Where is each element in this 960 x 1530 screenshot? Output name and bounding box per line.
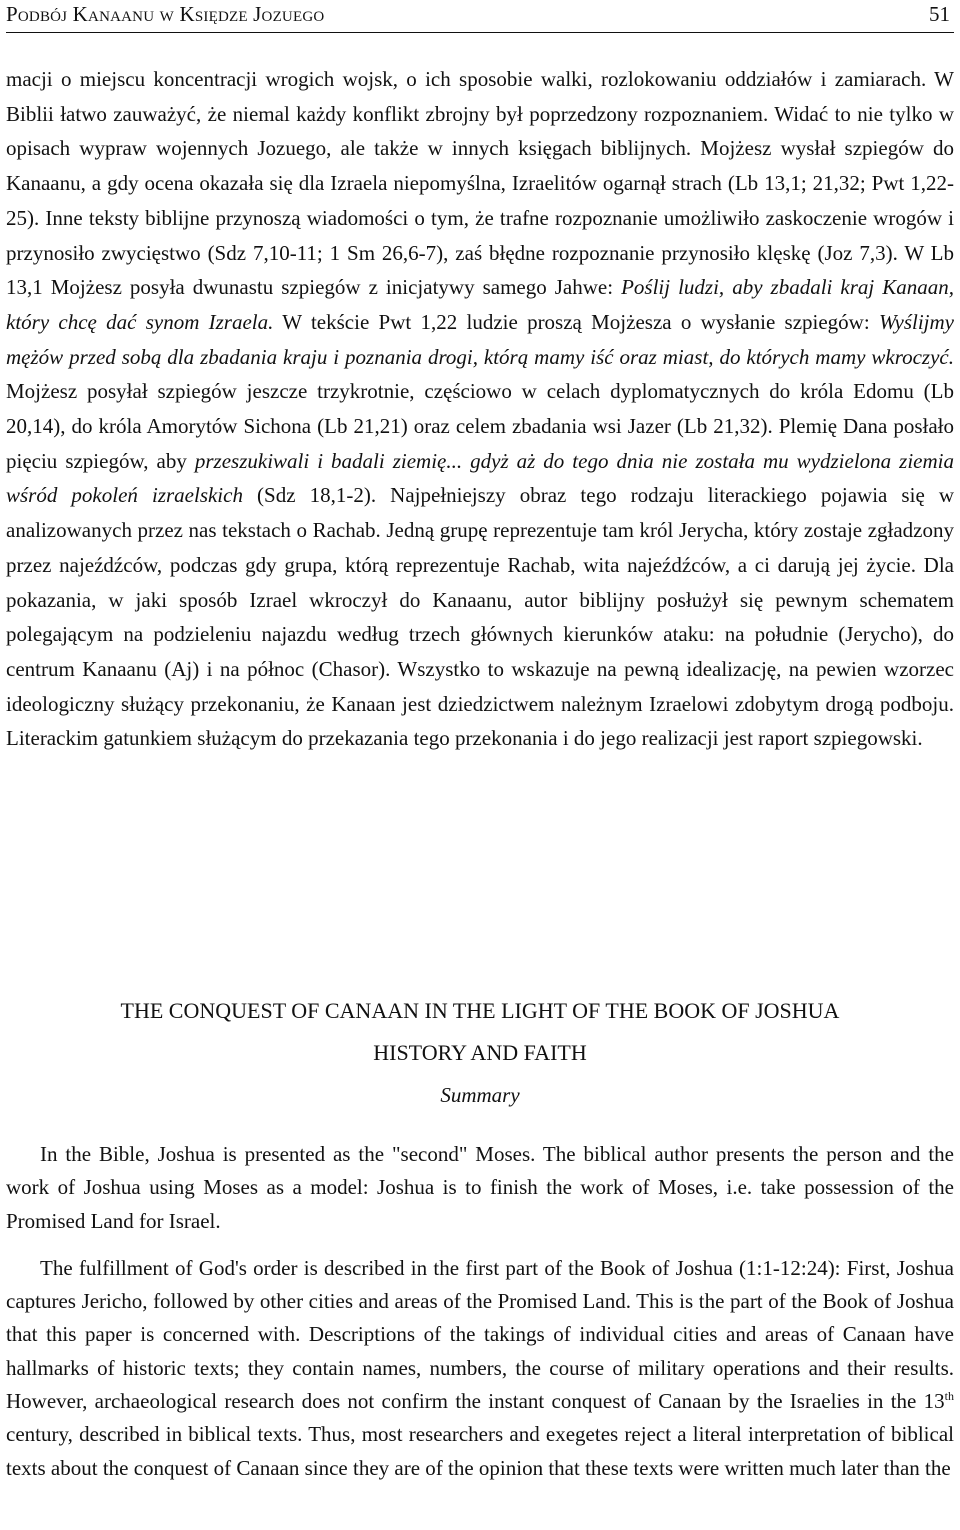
page-number: 51 bbox=[929, 2, 950, 26]
english-summary bbox=[6, 990, 954, 1485]
spacer bbox=[6, 1116, 954, 1138]
polish-paragraph bbox=[6, 62, 954, 756]
text-segment: century, described in biblical texts. Thus, most researchers and exegetes reject a literal interpretation of biblical texts about the conquest of Canaan since they are of the opinion that these texts were written much later than the bbox=[6, 1422, 954, 1480]
running-title: Podbój Kanaanu w Księdze Jozuego bbox=[6, 2, 325, 26]
superscript: th bbox=[944, 1389, 954, 1404]
text-segment: W tekście Pwt 1,22 ludzie proszą Mojżesza o wysłanie szpiegów: bbox=[273, 309, 879, 334]
running-header bbox=[6, 0, 954, 33]
summary-paragraph-1: In the Bible, Joshua is presented as the "second" Moses. The biblical author presents the person and the work of Joshua using Moses as a model: Joshua is to finish the work of Moses, i.e. take possession of the Promised Land for Israel. bbox=[6, 1142, 954, 1233]
summary-title-line-1: THE CONQUEST OF CANAAN IN THE LIGHT OF THE BOOK OF JOSHUA bbox=[120, 998, 840, 1023]
text-segment: Mojżesz posyłał szpiegów jeszcze trzykrotnie, częściowo w celach dyplomatycznych do króla Edomu (Lb 20,14), do króla Amorytów Sichona (Lb 21,21) oraz celem zbadania wsi Jazer (Lb 21,32). Plemię Dana posłało pięciu szpiegów, aby bbox=[6, 379, 954, 473]
quote-segment: Wyślijmy mężów przed sobą dla zbadania kraju i poznania drogi, którą mamy iść oraz miast, do których mamy wkroczyć. bbox=[6, 309, 955, 369]
summary-paragraph-2 bbox=[6, 1252, 954, 1485]
text-segment: (Sdz 18,1-2). Najpełniejszy obraz tego rodzaju literackiego pojawia się w analizowanych przez nas tekstach o Rachab. Jedną grupę reprezentuje tam król Jerycha, który zostaje zgładzony przez najeźdźców, podczas gdy grupa, którą reprezentuje Rachab, wita najeźdźców, a ci darują jej życie. Dla pokazania, w jaki sposób Izrael wkroczył do Kanaanu, autor biblijny posłużył się pewnym schematem polegającym na podzieleniu najazdu według trzech głównych kierunków ataku: na południe (Jerycho), do centrum Kanaanu (Aj) i na północ (Chasor). Wszystko to wskazuje na pewną idealizację, na pewien wzorzec ideologiczny służący przekonaniu, że Kanaan jest dziedzictwem należnym Izraelowi zdobytym drogą podboju. Literackim gatunkiem służącym do przekazania tego przekonania i do jego realizacji jest raport szpiegowski. bbox=[6, 483, 955, 751]
quote-segment: Poślij ludzi, aby zbadali kraj Kanaan, który chcę dać synom Izraela. bbox=[6, 275, 954, 334]
polish-body-text bbox=[6, 62, 954, 756]
quote-segment: przeszukiwali i badali ziemię... gdyż aż do tego dnia nie została mu wydzielona ziemia wśród pokoleń izraelskich bbox=[6, 448, 954, 508]
text-segment: The fulfillment of God's order is described in the first part of the Book of Joshua (1:1-12:24): First, Joshua captures Jericho, followed by other cities and areas of the Promised Land. This is the part of the Book of Joshua that this paper is concerned with. Descriptions of the takings of individual cities and areas of Canaan have hallmarks of historic texts; they contain names, numbers, the course of military operations and their results. However, archaeological research does not confirm the instant conquest of Canaan by the Israelies in the 13 bbox=[6, 1255, 954, 1414]
spacer bbox=[6, 1238, 954, 1252]
text-segment: macji o miejscu koncentracji wrogich wojsk, o ich sposobie walki, rozlokowaniu oddziałów i zamiarach. W Biblii łatwo zauważyć, że niemal każdy konflikt zbrojny był poprzedzony rozpoznaniem. Widać to nie tylko w opisach wypraw wojennych Jozuego, ale także w innych księgach biblijnych. Mojżesz wysłał szpiegów do Kanaanu, a gdy ocena okazała się dla Izraela niepomyślna, Izraelitów ogarnął strach (Lb 13,1; 21,32; Pwt 1,22-25). Inne teksty biblijne przynoszą wiadomości o tym, że trafne rozpoznanie umożliwiło zaskoczenie wrogów i przynosiło zwycięstwo (Sdz 7,10-11; 1 Sm 26,6-7), zaś błędne rozpoznanie przynosiło klęskę (Joz 7,3). W Lb 13,1 Mojżesz posyła dwunastu szpiegów z inicjatywy samego Jahwe: bbox=[6, 67, 954, 300]
summary-label: Summary bbox=[440, 1083, 520, 1107]
summary-title-line-2: HISTORY AND FAITH bbox=[373, 1040, 587, 1065]
